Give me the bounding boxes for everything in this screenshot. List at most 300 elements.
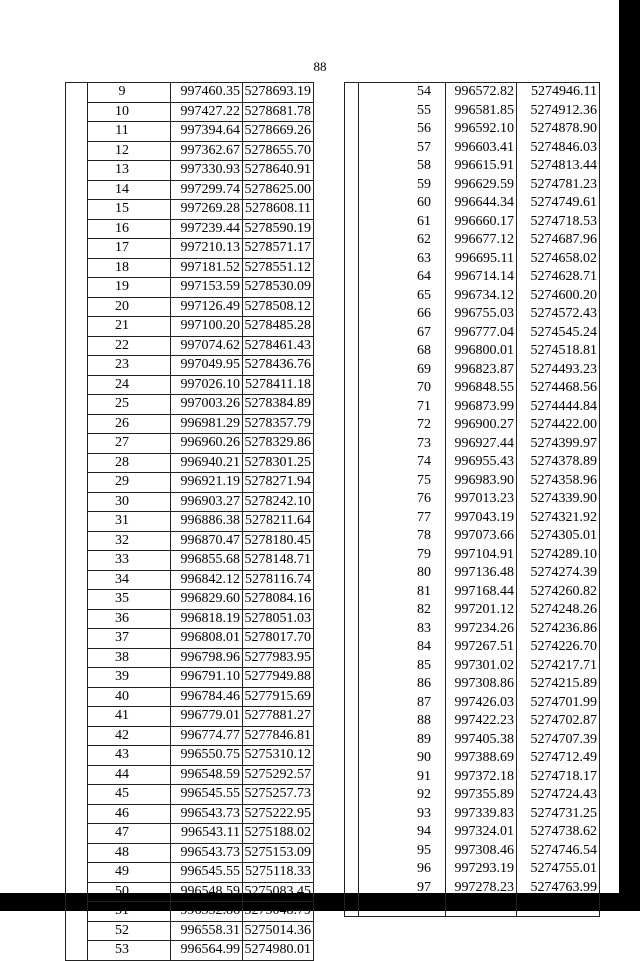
x-coordinate-cell: 996572.82 (446, 83, 517, 102)
blank-cell (345, 268, 359, 287)
point-number-cell: 55 (359, 102, 446, 121)
y-coordinate-cell: 5278655.70 (243, 141, 314, 161)
blank-cell (345, 490, 359, 509)
point-number-cell: 94 (359, 823, 446, 842)
table-row (66, 921, 314, 941)
point-number-cell: 88 (359, 712, 446, 731)
x-coordinate-cell: 997168.44 (446, 583, 517, 602)
x-coordinate-cell: 996564.99 (171, 941, 243, 961)
x-coordinate-cell: 996714.14 (446, 268, 517, 287)
table-row (345, 472, 600, 491)
table-row (66, 765, 314, 785)
blank-cell (345, 250, 359, 269)
point-number-cell: 72 (359, 416, 446, 435)
point-number-cell: 28 (88, 453, 171, 473)
table-row (345, 398, 600, 417)
x-coordinate-cell: 997301.02 (446, 657, 517, 676)
blank-cell (345, 194, 359, 213)
point-number-cell: 17 (88, 239, 171, 259)
point-number-cell: 67 (359, 324, 446, 343)
y-coordinate-cell: 5277881.27 (243, 707, 314, 727)
y-coordinate-cell: 5274260.82 (517, 583, 600, 602)
blank-cell (66, 531, 88, 551)
point-number-cell: 36 (88, 609, 171, 629)
y-coordinate-cell: 5278681.78 (243, 102, 314, 122)
x-coordinate-cell: 996543.73 (171, 804, 243, 824)
blank-cell (66, 648, 88, 668)
y-coordinate-cell: 5274946.11 (517, 83, 600, 102)
blank-cell (345, 860, 359, 879)
point-number-cell: 97 (359, 879, 446, 898)
y-coordinate-cell: 5275048.79 (243, 902, 314, 922)
point-number-cell: 84 (359, 638, 446, 657)
point-number-cell: 86 (359, 675, 446, 694)
blank-cell (66, 336, 88, 356)
table-row (345, 342, 600, 361)
blank-cell (66, 414, 88, 434)
x-coordinate-cell: 996903.27 (171, 492, 243, 512)
y-coordinate-cell: 5274215.89 (517, 675, 600, 694)
table-row (66, 200, 314, 220)
blank-cell (66, 609, 88, 629)
blank-cell (66, 570, 88, 590)
table-row (66, 102, 314, 122)
table-row (66, 434, 314, 454)
point-number-cell: 29 (88, 473, 171, 493)
x-coordinate-cell: 997269.28 (171, 200, 243, 220)
blank-cell (345, 102, 359, 121)
blank-cell (66, 375, 88, 395)
x-coordinate-cell: 997100.20 (171, 317, 243, 337)
x-coordinate-cell: 996629.59 (446, 176, 517, 195)
blank-cell (345, 416, 359, 435)
point-number-cell: 66 (359, 305, 446, 324)
x-coordinate-cell: 996955.43 (446, 453, 517, 472)
x-coordinate-cell: 997263.60 (446, 897, 517, 916)
table-row (345, 675, 600, 694)
y-coordinate-cell: 5275118.33 (243, 863, 314, 883)
y-coordinate-cell: 5274702.87 (517, 712, 600, 731)
table-row (66, 843, 314, 863)
y-coordinate-cell: 5278411.18 (243, 375, 314, 395)
blank-cell (66, 746, 88, 766)
x-coordinate-cell: 997330.93 (171, 161, 243, 181)
x-coordinate-cell: 996960.26 (171, 434, 243, 454)
y-coordinate-cell: 5274878.90 (517, 120, 600, 139)
y-coordinate-cell: 5274518.81 (517, 342, 600, 361)
y-coordinate-cell: 5274572.43 (517, 305, 600, 324)
blank-cell (66, 726, 88, 746)
point-number-cell: 24 (88, 375, 171, 395)
table-row (345, 379, 600, 398)
x-coordinate-cell: 997026.10 (171, 375, 243, 395)
table-row (66, 570, 314, 590)
x-coordinate-cell: 996543.73 (171, 843, 243, 863)
x-coordinate-cell: 996548.59 (171, 882, 243, 902)
y-coordinate-cell: 5278384.89 (243, 395, 314, 415)
table-row (66, 726, 314, 746)
blank-cell (66, 434, 88, 454)
point-number-cell: 89 (359, 731, 446, 750)
blank-cell (345, 768, 359, 787)
x-coordinate-cell: 997308.46 (446, 842, 517, 861)
x-coordinate-cell: 997239.44 (171, 219, 243, 239)
blank-cell (66, 941, 88, 961)
y-coordinate-cell: 5278625.00 (243, 180, 314, 200)
blank-cell (345, 620, 359, 639)
point-number-cell: 87 (359, 694, 446, 713)
point-number-cell: 90 (359, 749, 446, 768)
table-row (66, 161, 314, 181)
table-row (66, 453, 314, 473)
table-row (345, 842, 600, 861)
point-number-cell: 42 (88, 726, 171, 746)
y-coordinate-cell: 5278436.76 (243, 356, 314, 376)
table-row (345, 712, 600, 731)
y-coordinate-cell: 5277949.88 (243, 668, 314, 688)
table-row (345, 768, 600, 787)
y-coordinate-cell: 5278211.64 (243, 512, 314, 532)
x-coordinate-cell: 997308.86 (446, 675, 517, 694)
x-coordinate-cell: 996644.34 (446, 194, 517, 213)
point-number-cell: 21 (88, 317, 171, 337)
blank-cell (345, 379, 359, 398)
y-coordinate-cell: 5278271.94 (243, 473, 314, 493)
blank-cell (345, 601, 359, 620)
table-row (66, 746, 314, 766)
point-number-cell: 83 (359, 620, 446, 639)
x-coordinate-cell: 996927.44 (446, 435, 517, 454)
y-coordinate-cell: 5277915.69 (243, 687, 314, 707)
y-coordinate-cell: 5278571.17 (243, 239, 314, 259)
point-number-cell: 25 (88, 395, 171, 415)
table-row (345, 749, 600, 768)
x-coordinate-cell: 996842.12 (171, 570, 243, 590)
blank-cell (345, 546, 359, 565)
y-coordinate-cell: 5275014.36 (243, 921, 314, 941)
table-row (66, 122, 314, 142)
blank-cell (66, 219, 88, 239)
table-row (345, 83, 600, 102)
y-coordinate-cell: 5278590.19 (243, 219, 314, 239)
table-row (345, 305, 600, 324)
y-coordinate-cell: 5278357.79 (243, 414, 314, 434)
table-row (66, 551, 314, 571)
blank-cell (345, 583, 359, 602)
y-coordinate-cell: 5278669.26 (243, 122, 314, 142)
point-number-cell: 16 (88, 219, 171, 239)
x-coordinate-cell: 996777.04 (446, 324, 517, 343)
point-number-cell: 53 (88, 941, 171, 961)
x-coordinate-cell: 996855.68 (171, 551, 243, 571)
table-row (345, 120, 600, 139)
blank-cell (345, 527, 359, 546)
blank-cell (66, 785, 88, 805)
point-number-cell: 38 (88, 648, 171, 668)
table-row (66, 414, 314, 434)
table-row (345, 287, 600, 306)
x-coordinate-cell: 997405.38 (446, 731, 517, 750)
point-number-cell: 63 (359, 250, 446, 269)
table-row (66, 531, 314, 551)
y-coordinate-cell: 5275257.73 (243, 785, 314, 805)
y-coordinate-cell: 5274236.86 (517, 620, 600, 639)
y-coordinate-cell: 5277983.95 (243, 648, 314, 668)
y-coordinate-cell: 5275083.45 (243, 882, 314, 902)
x-coordinate-cell: 997049.95 (171, 356, 243, 376)
x-coordinate-cell: 996734.12 (446, 287, 517, 306)
x-coordinate-cell: 997324.01 (446, 823, 517, 842)
y-coordinate-cell: 5274422.00 (517, 416, 600, 435)
x-coordinate-cell: 996818.19 (171, 609, 243, 629)
table-row (345, 620, 600, 639)
point-number-cell: 57 (359, 139, 446, 158)
x-coordinate-cell: 996886.38 (171, 512, 243, 532)
x-coordinate-cell: 996784.46 (171, 687, 243, 707)
x-coordinate-cell: 996558.31 (171, 921, 243, 941)
y-coordinate-cell: 5274718.17 (517, 768, 600, 787)
blank-cell (66, 395, 88, 415)
blank-cell (345, 453, 359, 472)
y-coordinate-cell: 5278180.45 (243, 531, 314, 551)
y-coordinate-cell: 5275222.95 (243, 804, 314, 824)
blank-cell (66, 473, 88, 493)
point-number-cell: 30 (88, 492, 171, 512)
table-row (345, 694, 600, 713)
x-coordinate-cell: 996829.60 (171, 590, 243, 610)
point-number-cell: 35 (88, 590, 171, 610)
point-number-cell: 77 (359, 509, 446, 528)
blank-cell (345, 638, 359, 657)
blank-cell (66, 668, 88, 688)
x-coordinate-cell: 997460.35 (171, 83, 243, 103)
table-row (345, 546, 600, 565)
table-row (66, 258, 314, 278)
x-coordinate-cell: 996981.29 (171, 414, 243, 434)
y-coordinate-cell: 5278242.10 (243, 492, 314, 512)
x-coordinate-cell: 996550.75 (171, 746, 243, 766)
blank-cell (345, 675, 359, 694)
y-coordinate-cell: 5274217.71 (517, 657, 600, 676)
y-coordinate-cell: 5275188.02 (243, 824, 314, 844)
blank-cell (66, 707, 88, 727)
table-row (66, 317, 314, 337)
x-coordinate-cell: 996545.55 (171, 863, 243, 883)
x-coordinate-cell: 997003.26 (171, 395, 243, 415)
x-coordinate-cell: 996870.47 (171, 531, 243, 551)
x-coordinate-cell: 996695.11 (446, 250, 517, 269)
point-number-cell: 12 (88, 141, 171, 161)
point-number-cell: 81 (359, 583, 446, 602)
y-coordinate-cell: 5274746.54 (517, 842, 600, 861)
y-coordinate-cell: 5274738.62 (517, 823, 600, 842)
y-coordinate-cell: 5274731.25 (517, 805, 600, 824)
y-coordinate-cell: 5278485.28 (243, 317, 314, 337)
point-number-cell: 9 (88, 83, 171, 103)
y-coordinate-cell: 5274846.03 (517, 139, 600, 158)
x-coordinate-cell: 997388.69 (446, 749, 517, 768)
point-number-cell: 44 (88, 765, 171, 785)
y-coordinate-cell: 5274724.43 (517, 786, 600, 805)
table-row (345, 601, 600, 620)
x-coordinate-cell: 997427.22 (171, 102, 243, 122)
table-row (66, 278, 314, 298)
table-row (345, 268, 600, 287)
blank-cell (66, 804, 88, 824)
y-coordinate-cell: 5274226.70 (517, 638, 600, 657)
blank-cell (345, 176, 359, 195)
blank-cell (345, 712, 359, 731)
blank-cell (345, 657, 359, 676)
table-row (66, 297, 314, 317)
table-row (345, 213, 600, 232)
x-coordinate-cell: 996592.10 (446, 120, 517, 139)
point-number-cell: 92 (359, 786, 446, 805)
blank-cell (66, 687, 88, 707)
x-coordinate-cell: 997210.13 (171, 239, 243, 259)
table-row (66, 707, 314, 727)
table-row (66, 668, 314, 688)
point-number-cell: 91 (359, 768, 446, 787)
point-number-cell: 33 (88, 551, 171, 571)
y-coordinate-cell: 5274628.71 (517, 268, 600, 287)
blank-cell (66, 258, 88, 278)
x-coordinate-cell: 997234.26 (446, 620, 517, 639)
point-number-cell: 22 (88, 336, 171, 356)
point-number-cell: 41 (88, 707, 171, 727)
blank-cell (66, 161, 88, 181)
table-row (345, 879, 600, 898)
point-number-cell: 46 (88, 804, 171, 824)
point-number-cell: 19 (88, 278, 171, 298)
x-coordinate-cell: 996755.03 (446, 305, 517, 324)
x-coordinate-cell: 996900.27 (446, 416, 517, 435)
point-number-cell: 50 (88, 882, 171, 902)
x-coordinate-cell: 996823.87 (446, 361, 517, 380)
x-coordinate-cell: 997278.23 (446, 879, 517, 898)
x-coordinate-cell: 997013.23 (446, 490, 517, 509)
blank-cell (345, 120, 359, 139)
y-coordinate-cell: 5278551.12 (243, 258, 314, 278)
point-number-cell: 10 (88, 102, 171, 122)
point-number-cell: 70 (359, 379, 446, 398)
table-row (66, 629, 314, 649)
table-row (66, 804, 314, 824)
y-coordinate-cell: 5274687.96 (517, 231, 600, 250)
blank-cell (66, 512, 88, 532)
table-row (345, 139, 600, 158)
table-row (345, 860, 600, 879)
x-coordinate-cell: 996800.01 (446, 342, 517, 361)
point-number-cell: 39 (88, 668, 171, 688)
table-row (345, 823, 600, 842)
point-number-cell: 85 (359, 657, 446, 676)
point-number-cell: 82 (359, 601, 446, 620)
blank-cell (66, 921, 88, 941)
point-number-cell: 65 (359, 287, 446, 306)
table-row (66, 239, 314, 259)
blank-cell (66, 824, 88, 844)
point-number-cell: 56 (359, 120, 446, 139)
point-number-cell: 75 (359, 472, 446, 491)
point-number-cell: 52 (88, 921, 171, 941)
blank-cell (345, 842, 359, 861)
blank-cell (66, 882, 88, 902)
x-coordinate-cell: 997136.48 (446, 564, 517, 583)
point-number-cell: 78 (359, 527, 446, 546)
x-coordinate-cell: 996677.12 (446, 231, 517, 250)
x-coordinate-cell: 996774.77 (171, 726, 243, 746)
table-row (66, 512, 314, 532)
blank-cell (66, 83, 88, 103)
point-number-cell: 49 (88, 863, 171, 883)
y-coordinate-cell: 5274718.53 (517, 213, 600, 232)
y-coordinate-cell: 5274701.99 (517, 694, 600, 713)
y-coordinate-cell: 5278640.91 (243, 161, 314, 181)
y-coordinate-cell: 5274813.44 (517, 157, 600, 176)
table-row (345, 102, 600, 121)
blank-cell (345, 157, 359, 176)
table-row (66, 609, 314, 629)
table-row (345, 583, 600, 602)
y-coordinate-cell: 5278508.12 (243, 297, 314, 317)
table-row (66, 492, 314, 512)
x-coordinate-cell: 997201.12 (446, 601, 517, 620)
x-coordinate-cell: 997074.62 (171, 336, 243, 356)
blank-cell (66, 297, 88, 317)
y-coordinate-cell: 5278017.70 (243, 629, 314, 649)
blank-cell (345, 879, 359, 898)
table-row (66, 83, 314, 103)
point-number-cell: 13 (88, 161, 171, 181)
point-number-cell: 26 (88, 414, 171, 434)
blank-cell (66, 317, 88, 337)
blank-cell (66, 902, 88, 922)
point-number-cell: 60 (359, 194, 446, 213)
table-row (66, 141, 314, 161)
y-coordinate-cell: 5274658.02 (517, 250, 600, 269)
table-row (66, 941, 314, 961)
y-coordinate-cell: 5274773.50 (517, 897, 600, 916)
x-coordinate-cell: 996543.11 (171, 824, 243, 844)
blank-cell (345, 823, 359, 842)
y-coordinate-cell: 5274399.97 (517, 435, 600, 454)
x-coordinate-cell: 997104.91 (446, 546, 517, 565)
y-coordinate-cell: 5278608.11 (243, 200, 314, 220)
y-coordinate-cell: 5274468.56 (517, 379, 600, 398)
table-row (345, 805, 600, 824)
y-coordinate-cell: 5278329.86 (243, 434, 314, 454)
x-coordinate-cell: 996808.01 (171, 629, 243, 649)
x-coordinate-cell: 996779.01 (171, 707, 243, 727)
y-coordinate-cell: 5274707.39 (517, 731, 600, 750)
blank-cell (345, 305, 359, 324)
blank-cell (345, 287, 359, 306)
table-row (66, 356, 314, 376)
x-coordinate-cell: 997181.52 (171, 258, 243, 278)
blank-cell (66, 492, 88, 512)
blank-cell (66, 180, 88, 200)
table-row (66, 863, 314, 883)
blank-cell (345, 398, 359, 417)
blank-cell (345, 213, 359, 232)
table-row (345, 194, 600, 213)
point-number-cell: 37 (88, 629, 171, 649)
point-number-cell: 40 (88, 687, 171, 707)
y-coordinate-cell: 5274305.01 (517, 527, 600, 546)
x-coordinate-cell: 997339.83 (446, 805, 517, 824)
table-row (345, 786, 600, 805)
